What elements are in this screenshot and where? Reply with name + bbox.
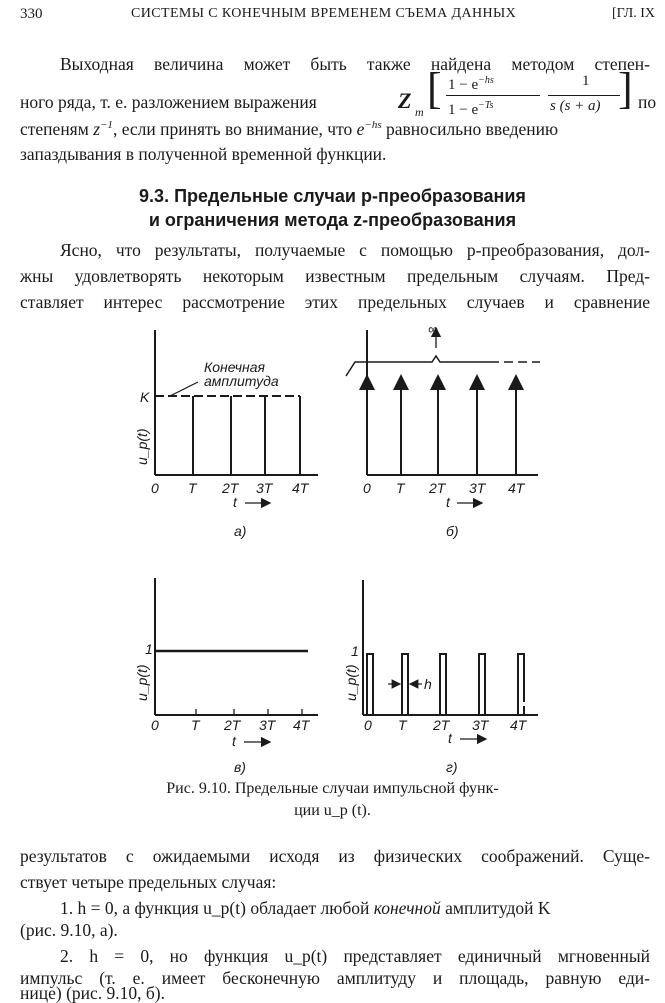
panel-d-x-tick-0: 0	[364, 717, 372, 733]
item1-text: 1. h = 0, а функция u_p(t) обладает любой	[60, 898, 370, 918]
panel-b-x-tick-2T: 2T	[429, 480, 446, 496]
panel-c-x-label: t	[232, 733, 236, 749]
panel-a-annotation-1: Конечная	[204, 359, 265, 375]
panel-d-pulse-0	[367, 654, 373, 715]
panel-b-tag: б)	[446, 523, 459, 539]
panel-d-pulse-3T	[479, 654, 485, 715]
panel-d-pulse-T	[402, 654, 408, 715]
e-power-exp: −hs	[364, 119, 382, 131]
panel-a-y-tick: K	[140, 389, 150, 405]
panel-d-x-tick-2T: 2T	[433, 717, 450, 733]
panel-d-x-tick-3T: 3T	[472, 717, 489, 733]
panel-a	[155, 330, 318, 475]
panel-a-x-tick-2T: 2T	[222, 480, 239, 496]
fraction-2-denominator: s (s + a)	[550, 98, 601, 114]
panel-a-x-tick-T: T	[188, 480, 197, 496]
e-power-base: e	[356, 118, 365, 139]
intro-line-4: запаздывания в полученной временной функции.	[20, 144, 387, 164]
panel-c-y-tick: 1	[145, 641, 153, 657]
fraction-1-numerator	[448, 72, 494, 94]
fraction-2-bar	[548, 95, 620, 96]
list-item-2-line-3: нице) (рис. 9.10, б).	[20, 983, 166, 1003]
section-title-line-2: и ограничения метода z-преобразования	[148, 210, 517, 230]
fraction-2-numerator: 1	[582, 73, 590, 89]
figure-caption-line-1: Рис. 9.10. Предельные случаи импульсной функ-	[166, 780, 499, 797]
panel-d-x-tick-4T: 4T	[510, 717, 527, 733]
z-transform-symbol: Z	[398, 88, 412, 113]
z-power	[93, 119, 113, 139]
panel-d-pulse-4T	[518, 654, 524, 715]
panel-d-y-tick: 1	[351, 643, 359, 659]
panel-c-x-tick-T: T	[191, 717, 200, 733]
item1-emphasis: конечной	[373, 898, 441, 918]
panel-b-infinity: ∞	[428, 321, 438, 337]
list-item-2-line-2: импульс (т. е. имеет бесконечную амплитуду и площадь, равную еди-	[20, 968, 650, 988]
chapter-marker: [ГЛ. IX	[612, 6, 655, 21]
list-item-2-line-1: 2. h = 0, но функция u_p(t) представляет единичный мгновенный	[60, 946, 650, 966]
para1-line-2: жны удовлетворять некоторым известным предельным случаям. Пред-	[20, 266, 650, 286]
panel-c-y-label: u_p(t)	[134, 664, 150, 701]
panel-c-x-tick-4T: 4T	[293, 717, 310, 733]
panel-c-x-tick-0: 0	[151, 717, 159, 733]
panel-c-x-tick-2T: 2T	[224, 717, 241, 733]
intro-line-2-end: по	[638, 92, 657, 112]
panel-b-x-tick-0: 0	[363, 480, 371, 496]
panel-a-x-tick-4T: 4T	[292, 480, 309, 496]
panel-a-x-tick-3T: 3T	[256, 480, 273, 496]
panel-c-x-tick-3T: 3T	[259, 717, 276, 733]
panel-a-y-label: u_p(t)	[134, 428, 150, 465]
panel-a-x-tick-0: 0	[151, 480, 159, 496]
running-title: СИСТЕМЫ С КОНЕЧНЫМ ВРЕМЕНЕМ СЪЕМА ДАННЫХ	[131, 6, 517, 21]
z-power-exp: −1	[100, 119, 113, 131]
panel-d-x-label: t	[448, 730, 452, 746]
para2-line-2: ствует четыре предельных случая:	[20, 872, 277, 892]
numerator-1-exp: −hs	[478, 75, 494, 86]
denominator-1-exp: −Ts	[478, 100, 494, 111]
panel-c-tag: в)	[234, 759, 246, 775]
panel-d-tag: г)	[446, 759, 458, 775]
para2-line-1: результатов с ожидаемыми исходя из физических соображений. Суще-	[20, 846, 650, 866]
right-bracket: ]	[618, 64, 633, 113]
panel-a-tag: а)	[234, 523, 247, 539]
panel-d-width-label: h	[424, 676, 432, 692]
para1-line-1: Ясно, что результаты, получаемые с помощью p-преобразования, дол-	[60, 240, 650, 260]
panel-b-x-tick-4T: 4T	[508, 480, 525, 496]
intro-line-1: Выходная величина может быть также найдена методом степен-	[60, 54, 650, 74]
numerator-1-base: 1 − e	[448, 77, 479, 93]
figure-svg	[0, 318, 665, 788]
fraction-1-bar	[446, 95, 540, 96]
figure-caption-line-2: ции u_p (t).	[294, 802, 371, 819]
panel-a-x-label: t	[233, 494, 237, 510]
list-item-1	[60, 894, 650, 923]
intro-line-2-text: ного ряда, т. е. разложением выражения	[20, 92, 317, 112]
para1-line-3: ставляет интерес рассмотрение этих предельных случаев и сравнение	[20, 292, 650, 312]
intro-line-3-a: степеням	[20, 118, 89, 139]
panel-d	[363, 580, 538, 715]
list-item-1-ref: (рис. 9.10, а).	[20, 920, 118, 940]
page-number: 330	[20, 6, 43, 22]
panel-b-x-tick-T: T	[396, 480, 405, 496]
running-header	[0, 6, 665, 28]
panel-b-x-tick-3T: 3T	[469, 480, 486, 496]
left-bracket: [	[427, 64, 442, 113]
e-power	[357, 119, 382, 139]
panel-a-annotation-2: амплитуда	[204, 373, 279, 389]
panel-c	[155, 578, 318, 715]
panel-d-x-tick-T: T	[398, 717, 407, 733]
intro-line-3-c: равносильно введению	[385, 118, 559, 139]
z-power-base: z	[93, 118, 100, 139]
z-transform-subscript: m	[415, 105, 424, 119]
panel-a-annotation-leader	[170, 382, 198, 396]
denominator-1-base: 1 − e	[448, 102, 479, 118]
section-title-line-1: 9.3. Предельные случаи p-преобразования	[139, 186, 526, 206]
panel-d-y-label: u_p(t)	[343, 664, 359, 701]
figure-9-10	[0, 318, 665, 793]
item1-tail: амплитудой K	[445, 898, 551, 918]
panel-b	[346, 328, 540, 475]
panel-b-x-label: t	[446, 494, 450, 510]
intro-line-3-b: , если принять во внимание, что	[112, 118, 353, 139]
panel-d-pulse-2T	[440, 654, 446, 715]
intro-line-3	[20, 111, 650, 144]
